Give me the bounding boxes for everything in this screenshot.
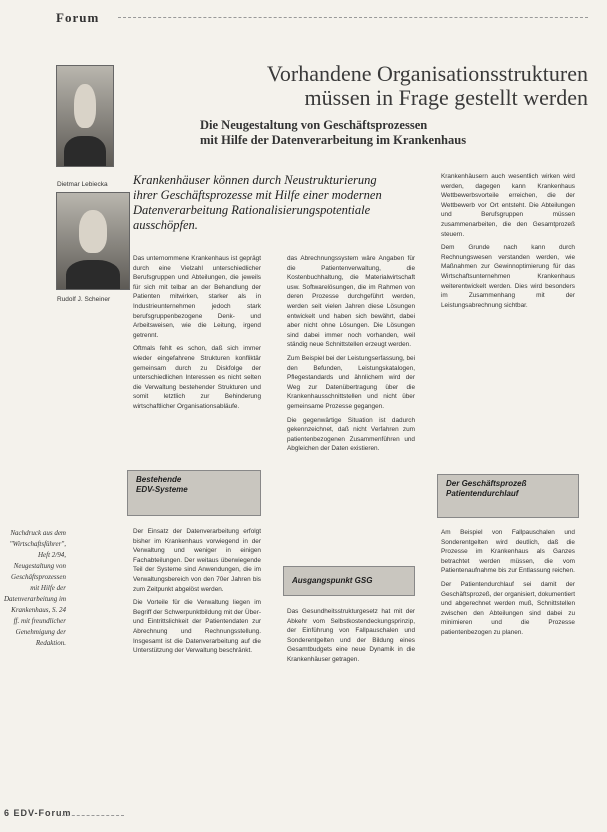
- article-title: [118, 62, 588, 110]
- heading-line: Patientendurchlauf: [446, 488, 519, 498]
- section-heading-text: Ausgangspunkt GSG: [292, 576, 373, 585]
- body-column-1-bottom: [133, 527, 261, 799]
- paragraph: Am Beispiel von Fallpauschalen und Sonderentgelten wird deutlich, daß die Prozesse im Krankenhaus als Ganzes betrachtet werden müssen, die vom Patientenaufnahme bis zur Entlassung reichen.: [441, 529, 575, 575]
- title-line-1: Vorhandene Organisationsstrukturen: [266, 61, 588, 86]
- portrait-body: [66, 260, 121, 290]
- paragraph: Oftmals fehlt es schon, daß sich immer wieder eingefahrene Strukturen konfliktär gemeinsam durch zu Diskfolge der unterschiedlichen Interessen es nicht selten die Verwaltung bestehender Strukturen und somit letztlich zur Behinderung wirtschaftlicher Organisationsabläufe.: [133, 345, 261, 410]
- heading-line: Bestehende: [136, 475, 182, 484]
- section-heading-1: [127, 470, 261, 516]
- portrait-head: [79, 210, 108, 252]
- page-header: [56, 10, 601, 24]
- body-column-2-top: [287, 254, 415, 554]
- body-column-2-bottom: [287, 607, 415, 777]
- author-caption-2: Rudolf J. Scheiner: [57, 296, 111, 303]
- intro-lead: Krankenhäuser können durch Neustrukturierung ihrer Geschäftsprozesse mit Hilfe einer modernen Datenverarbeitung Rationalisierungspotentiale ausschöpfen.: [133, 173, 382, 232]
- body-column-1-top: [133, 254, 261, 468]
- page-footer: 6 EDV-Forum: [4, 808, 72, 818]
- section-label: Forum: [56, 10, 100, 25]
- paragraph: Das unternommene Krankenhaus ist geprägt durch eine Vielzahl unterschiedlicher Berufsgruppen und Abteilungen, die jeweils für sich mit telbar an der Behandlung der Patienten mitwirken, starker als in Industrieunternehmen jedoch stark berufsgruppenbezogene Denk- und Arbeitsweisen, wie die Leitung, irgend getrennt.: [133, 255, 261, 339]
- subtitle-line-1: Die Neugestaltung von Geschäftsprozessen: [200, 118, 428, 132]
- section-heading-2: [283, 566, 415, 596]
- heading-line: EDV-Systeme: [136, 484, 188, 494]
- paragraph: Die gegenwärtige Situation ist dadurch gekennzeichnet, daß nicht Verfahren zum patientenbezogenen Zusammenführen und Abgleichen der Daten existieren.: [287, 416, 415, 453]
- reprint-sidenote: Nachdruck aus dem "Wirtschaftsführer", Heft 2/94, Neugestaltung von Geschäftsprozessen mit Hilfe der Datenverarbeitung im Krankenhaus, S. 24 ff. mit freundlicher Genehmigung der Redaktion.: [4, 529, 67, 647]
- portrait-body: [64, 136, 107, 167]
- paragraph: Der Einsatz der Datenverarbeitung erfolgt bisher im Krankenhaus vorwiegend in der Verwaltung und weniger in einigen Fachabteilungen. Der weitaus überwiegende Teil der Systeme sind Anwendungen, die im Verwaltungsbereich von den 70er Jahren bis zum Zeitpunkt abgelöst werden.: [133, 528, 261, 593]
- title-line-2: müssen in Frage gestellt werden: [304, 85, 588, 110]
- section-heading-text: [446, 479, 526, 498]
- paragraph: Die Vorteile für die Verwaltung liegen im Begriff der Schwerpunktbildung mit der Über- und Eintrittslichkeit der Patientendaten zur Abrechnung und Rechnungsstellung. Insgesamt ist die Datenverarbeitung auf die Unterstützung der Verwaltung beschränkt.: [133, 599, 261, 655]
- footer-rule: [62, 815, 124, 816]
- paragraph: Dem Grunde nach kann durch Rechnungswesen verstanden werden, wie Maßnahmen zur Gewinnoptimierung für das Wirtschaftsunternehmen Krankenhaus weiterentwickelt werden. Dies wird besonders im Zusammenhang mit der Leistungsabrechnung sichtbar.: [441, 244, 575, 309]
- paragraph: Krankenhäusern auch wesentlich wirken wird werden, dagegen kann Krankenhaus Wettbewerbsvorteile erreichen, die der Wettbewerb vor Ort entsteht. Die Abteilungen und Berufsgruppen müssen zusammenarbeiten, die den Gesamtprozeß steuern.: [441, 173, 575, 238]
- section-heading-3: [437, 474, 579, 518]
- paragraph: Das Gesundheitsstrukturgesetz hat mit der Abkehr vom Selbstkostendeckungsprinzip, der Einführung von Fallpauschalen und Sonderentgelten und der Bildung eines Gesamtbudgets eine neue Dynamik in die Krankenhäuser getragen.: [287, 608, 415, 663]
- section-heading-text: [136, 475, 188, 494]
- body-column-3-top: [441, 172, 575, 458]
- paragraph: Zum Beispiel bei der Leistungserfassung, bei den Befunden, Leistungskatalogen, Pflegestandards und ähnlichem wird der Weg zur Datenübertragung über die Krankenhausschnittstellen und nicht über gemeinsame Prozesse gegangen.: [287, 354, 415, 410]
- portrait-head: [74, 84, 96, 128]
- paragraph: Der Patientendurchlauf sei damit der Geschäftsprozeß, der organisiert, dokumentiert und abgerechnet werden muß, Schnittstellen zwischen den Abteilungen sind dabei zu minimieren und die Prozesse patientenbezogen zu planen.: [441, 580, 575, 636]
- author-photo-2: [56, 192, 130, 290]
- author-caption-1: Dietmar Lebiecka: [57, 181, 108, 188]
- heading-line: Der Geschäftsprozeß: [446, 479, 527, 488]
- paragraph: das Abrechnungssystem wäre Angaben für die Patientenverwaltung, die Kostenbuchhaltung, die Materialwirtschaft usw. Softwarelösungen, die im Rahmen von deren Prozesse durchgeführt werden, werden seit vielen Jahren diese Lösungen entwickelt und haben sich bewährt, dabei aber nicht ohne Lösungen. Die Lösungen sind dabei immer noch vorhanden, weil ständig neue Schnittstellen erzeugt werden.: [287, 255, 415, 349]
- author-photo-1: [56, 65, 114, 167]
- subtitle-line-2: mit Hilfe der Datenverarbeitung im Krankenhaus: [200, 133, 467, 147]
- header-rule: [118, 17, 588, 18]
- article-subtitle: [200, 118, 588, 148]
- body-column-3-bottom: [441, 528, 575, 798]
